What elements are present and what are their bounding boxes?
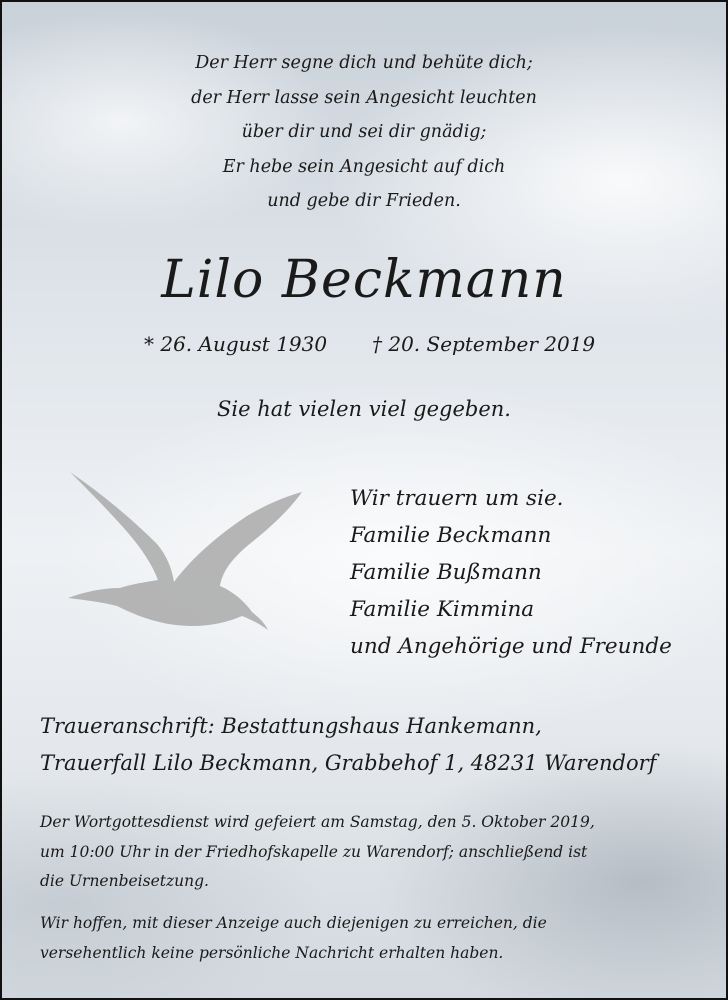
closing-line: Wir hoffen, mit dieser Anzeige auch diejenigen zu erreichen, die [40, 914, 547, 932]
address-line: Traueranschrift: Bestattungshaus Hankemann, [40, 714, 542, 738]
seagull-icon [62, 464, 312, 639]
service-line: um 10:00 Uhr in der Friedhofskapelle zu Warendorf; anschließend ist [40, 842, 588, 861]
verse-line: Er hebe sein Angesicht auf dich [222, 156, 506, 177]
blessing-verse [2, 46, 726, 219]
verse-line: Der Herr segne dich und behüte dich; [195, 53, 533, 73]
birth-date: * 26. August 1930 [144, 332, 328, 356]
service-line: Der Wortgottesdienst wird gefeiert am Samstag, den 5. Oktober 2019, [40, 813, 595, 831]
address-line: Trauerfall Lilo Beckmann, Grabbehof 1, 48231 Warendorf [40, 751, 657, 775]
mourners-list [350, 480, 672, 665]
closing-note [40, 908, 692, 968]
mourning-address [40, 708, 656, 782]
deceased-name: Lilo Beckmann [161, 250, 567, 310]
mourner-line: Familie Kimmina [350, 597, 535, 622]
mourner-line: Wir trauern um sie. [350, 486, 564, 511]
mourner-line: und Angehörige und Freunde [350, 634, 672, 659]
verse-line: der Herr lasse sein Angesicht leuchten [191, 87, 537, 108]
verse-line: über dir und sei dir gnädig; [241, 122, 487, 142]
service-notice [40, 808, 692, 897]
death-date: † 20. September 2019 [372, 332, 596, 356]
verse-line: und gebe dir Frieden. [267, 191, 461, 211]
service-line: die Urnenbeisetzung. [40, 872, 209, 890]
tribute-line: Sie hat vielen viel gegeben. [217, 397, 511, 421]
closing-line: versehentlich keine persönliche Nachricht erhalten haben. [40, 944, 504, 962]
mourner-line: Familie Beckmann [350, 523, 552, 548]
mourner-line: Familie Bußmann [350, 560, 542, 585]
